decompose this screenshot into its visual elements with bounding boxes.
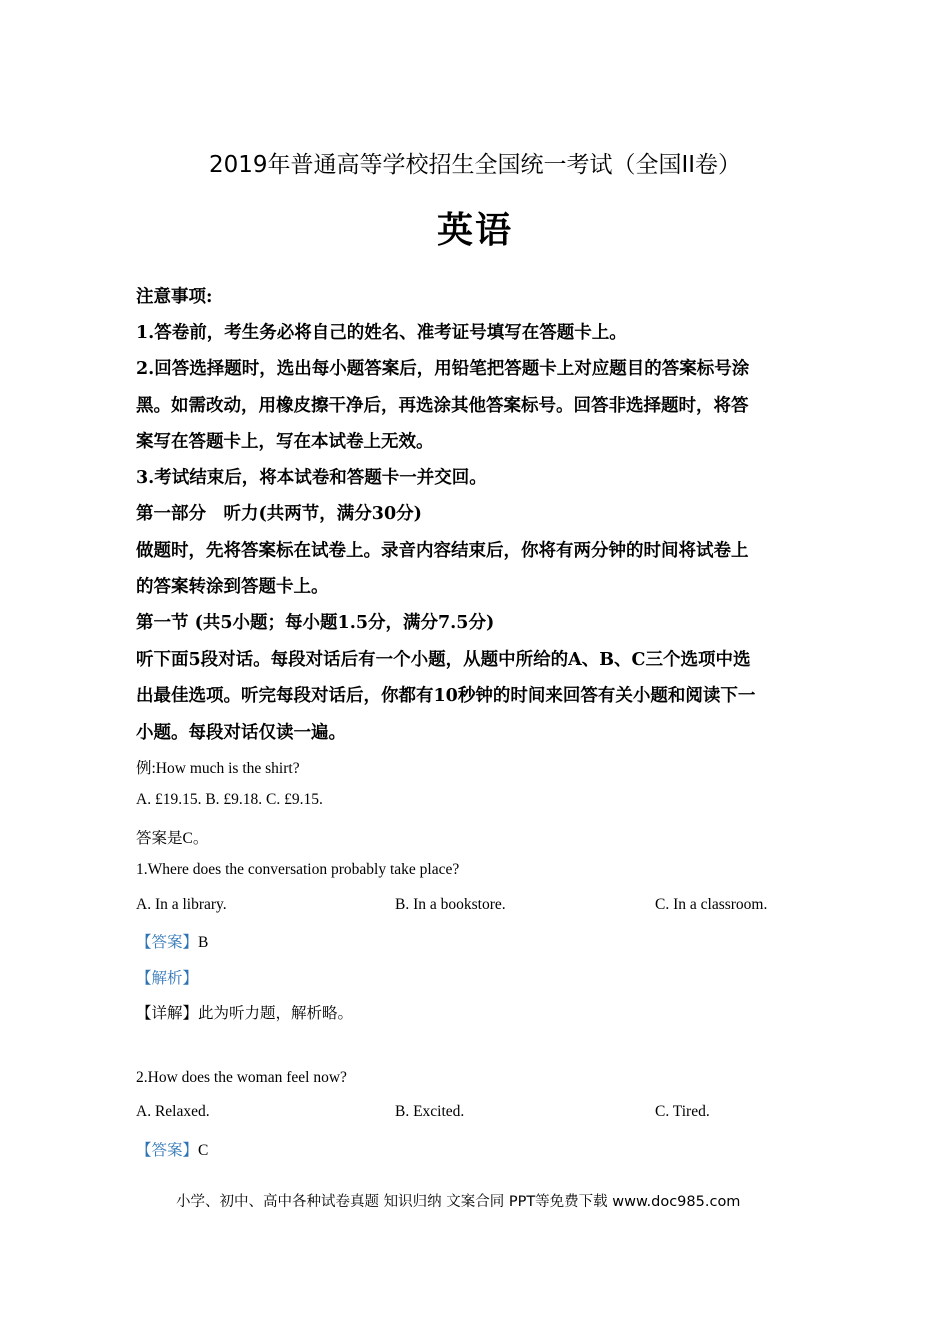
notice-item-3: 3.考试结束后，将本试卷和答题卡一并交回。 [136,468,487,488]
question-1-option-a: A. In a library. [136,896,227,913]
question-1-analysis-tag: 【解析】 [136,970,199,987]
question-1-answer [136,930,208,952]
answer-value: C [198,1142,209,1159]
part1-heading: 第一部分 听力(共两节，满分30分) [136,504,422,524]
answer-tag: 【答案】 [136,934,199,951]
example-answer: 答案是C。 [136,830,209,847]
notice-item-1: 1.答卷前，考生务必将自己的姓名、准考证号填写在答题卡上。 [136,323,627,343]
part1-instruction-line-2: 的答案转涂到答题卡上。 [136,577,329,597]
answer-value: B [198,934,209,951]
section1-instruction-line-3: 小题。每段对话仅读一遍。 [136,723,346,743]
section1-instruction-line-2: 出最佳选项。听完每段对话后，你都有10秒钟的时间来回答有关小题和阅读下一 [136,686,756,706]
question-2-text: 2.How does the woman feel now? [136,1069,347,1086]
question-2-answer [136,1138,208,1160]
section1-instruction-line-1: 听下面5段对话。每段对话后有一个小题，从题中所给的A、B、C三个选项中选 [136,650,751,670]
notice-heading: 注意事项: [136,287,213,307]
question-2-option-c: C. Tired. [655,1103,710,1120]
example-question: 例:How much is the shirt? [136,760,300,777]
question-1-option-b: B. In a bookstore. [395,896,506,913]
notice-item-2-line-1: 2.回答选择题时，选出每小题答案后，用铅笔把答题卡上对应题目的答案标号涂 [136,359,750,379]
notice-item-2-line-2: 黑。如需改动，用橡皮擦干净后，再选涂其他答案标号。回答非选择题时，将答 [136,396,749,416]
section1-heading: 第一节 (共5小题；每小题1.5分，满分7.5分) [136,613,495,633]
example-options: A. £19.15. B. £9.18. C. £9.15. [136,791,323,808]
question-1-detail: 【详解】此为听力题，解析略。 [136,1005,354,1022]
answer-tag: 【答案】 [136,1142,199,1159]
part1-instruction-line-1: 做题时，先将答案标在试卷上。录音内容结束后，你将有两分钟的时间将试卷上 [136,541,749,561]
page-footer: 小学、初中、高中各种试卷真题 知识归纳 文案合同 PPT等免费下载 www.doc985.com [176,1194,741,1210]
subject-title: 英语 [436,210,513,251]
notice-item-2-line-3: 案写在答题卡上，写在本试卷上无效。 [136,432,434,452]
question-2-option-a: A. Relaxed. [136,1103,210,1120]
question-2-option-b: B. Excited. [395,1103,465,1120]
exam-title: 2019年普通高等学校招生全国统一考试（全国II卷） [208,152,742,178]
question-1-text: 1.Where does the conversation probably take place? [136,861,460,878]
question-1-option-c: C. In a classroom. [655,896,768,913]
